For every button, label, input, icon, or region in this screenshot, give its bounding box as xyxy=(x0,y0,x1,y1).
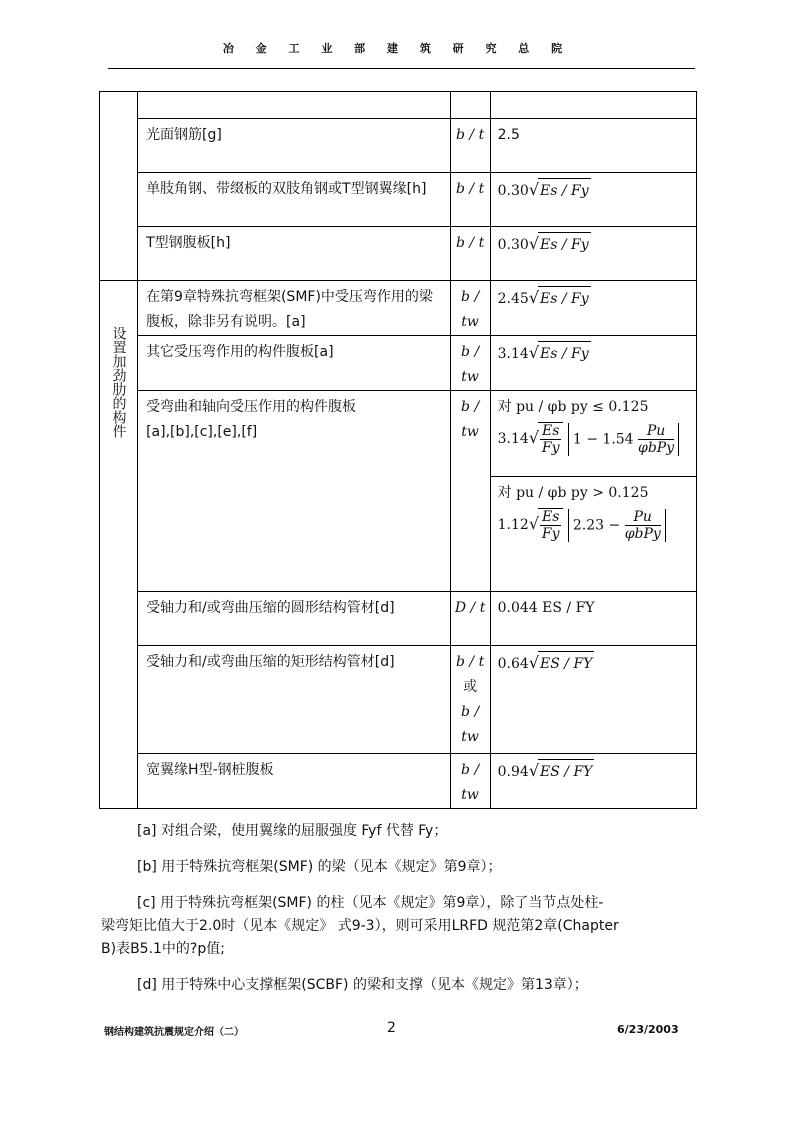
row-desc: 在第9章特殊抗弯框架(SMF)中受压弯作用的梁腹板，除非另有说明。[a] xyxy=(138,281,451,336)
row-desc: 光面钢筋[g] xyxy=(138,119,451,173)
row-desc: T型钢腹板[h] xyxy=(138,227,451,281)
group-label: 设置加劲肋的构件 xyxy=(110,326,127,438)
row-value: 0.044 ES / FY xyxy=(490,592,696,646)
note-c-line3: B)表B5.1中的?p值; xyxy=(101,941,225,957)
group-label-cell xyxy=(100,281,138,809)
note-c-line1: [c] 用于特殊抗弯框架(SMF) 的柱（见本《规定》第9章），除了当节点处柱- xyxy=(137,895,604,911)
table-row xyxy=(100,754,697,809)
row-value: 0.30√Es / Fy xyxy=(490,173,696,227)
header-rule xyxy=(108,68,695,69)
note-c-line2: 梁弯矩比值大于2.0时（见本《规定》 式9-3），则可采用LRFD 规范第2章(Chapter xyxy=(101,918,619,934)
row-desc: 受轴力和/或弯曲压缩的圆形结构管材[d] xyxy=(138,592,451,646)
case2-value: 对 pu / φb py > 0.125 1.12√ $\frac{Es}{Fy}$ 2.23 − $\frac{Pu}{\text{φbPy}}$ xyxy=(490,477,696,592)
row-value: 3.14√Es / Fy xyxy=(490,336,696,391)
limits-table xyxy=(99,91,697,809)
footer-date: 6/23/2003 xyxy=(617,1023,679,1036)
row-symbol: b / tw xyxy=(450,754,490,809)
case2-condition: 对 pu / φb py > 0.125 xyxy=(497,485,649,501)
page-header: 冶 金 工 业 部 建 筑 研 究 总 院 xyxy=(222,42,572,55)
page-number: 2 xyxy=(387,1020,396,1036)
row-value xyxy=(490,92,696,119)
table-row xyxy=(100,281,697,336)
row-symbol: b / t xyxy=(450,119,490,173)
row-symbol: b / t xyxy=(450,227,490,281)
footer-title: 钢结构建筑抗震规定介绍（二） xyxy=(104,1027,244,1038)
row-value: 2.5 xyxy=(490,119,696,173)
row-desc: 受弯曲和轴向受压作用的构件腹板 [a],[b],[c],[e],[f] xyxy=(138,391,451,592)
case1-condition: 对 pu / φb py ≤ 0.125 xyxy=(497,399,649,415)
note-d: [d] 用于特殊中心支撑框架(SCBF) 的梁和支撑（见本《规定》第13章）； xyxy=(137,977,588,993)
table-row xyxy=(100,391,697,477)
row-value: 2.45√Es / Fy xyxy=(490,281,696,336)
row-desc xyxy=(138,92,451,119)
table-row xyxy=(100,592,697,646)
row-symbol: D / t xyxy=(450,592,490,646)
table-row xyxy=(100,173,697,227)
note-a: [a] 对组合梁，使用翼缘的屈服强度 Fyf 代替 Fy； xyxy=(137,823,448,839)
row-value: 0.30√Es / Fy xyxy=(490,227,696,281)
case1-value: 对 pu / φb py ≤ 0.125 3.14√ $\frac{Es}{Fy}$ 1 − 1.54 $\frac{Pu}{\text{φbPy}}$ xyxy=(490,391,696,477)
row-desc: 其它受压弯作用的构件腹板[a] xyxy=(138,336,451,391)
row-value: 0.94√ES / FY xyxy=(490,754,696,809)
row-symbol: b / tw xyxy=(450,391,490,592)
row-desc: 受轴力和/或弯曲压缩的矩形结构管材[d] xyxy=(138,646,451,754)
table-row xyxy=(100,227,697,281)
row-desc: 单肢角钢、带缀板的双肢角钢或T型钢翼缘[h] xyxy=(138,173,451,227)
table-row xyxy=(100,336,697,391)
table-row xyxy=(100,119,697,173)
row-value: 0.64√ES / FY xyxy=(490,646,696,754)
row-symbol: b / t xyxy=(450,173,490,227)
note-b: [b] 用于特殊抗弯框架(SMF) 的梁（见本《规定》第9章）； xyxy=(137,859,502,875)
row-symbol: b / tw xyxy=(450,336,490,391)
table-row xyxy=(100,646,697,754)
group-cell-empty xyxy=(100,92,138,281)
row-desc: 宽翼缘H型-钢桩腹板 xyxy=(138,754,451,809)
row-symbol: b / tw xyxy=(450,281,490,336)
row-symbol xyxy=(450,92,490,119)
row-symbol: b / t 或 b / tw xyxy=(450,646,490,754)
table-row xyxy=(100,92,697,119)
